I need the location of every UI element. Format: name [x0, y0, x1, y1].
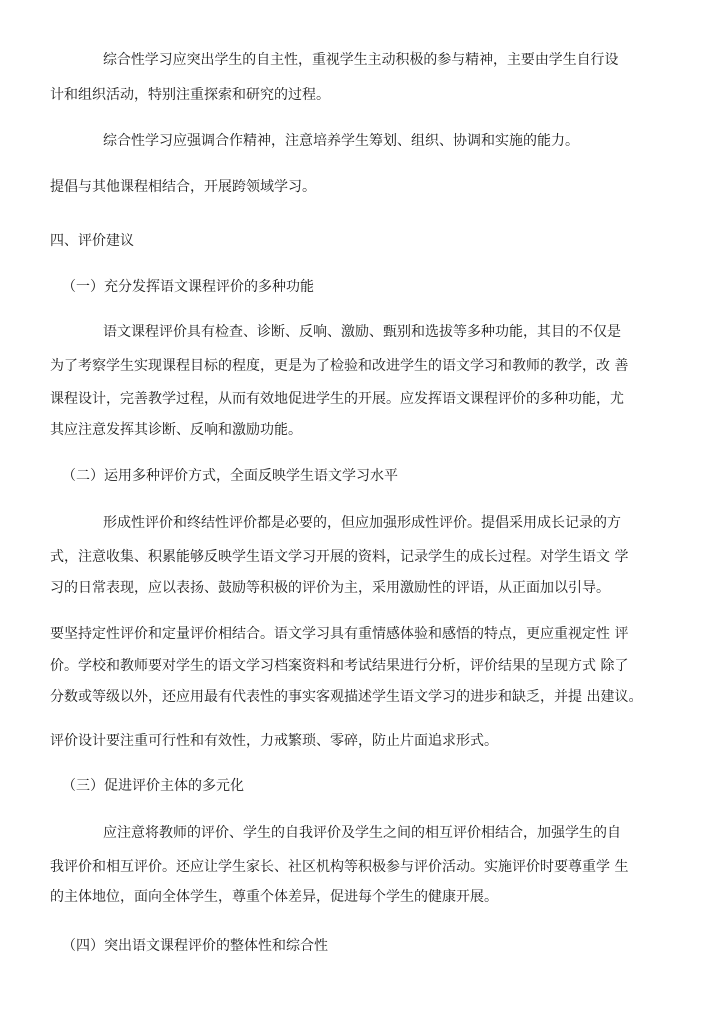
paragraph-line: 综合性学习应强调合作精神，注意培养学生筹划、组织、协调和实施的能力。: [103, 133, 579, 149]
paragraph-line: 我评价和相互评价。还应让学生家长、社区机构等积极参与评价活动。实施评价时要尊重学 生: [50, 859, 629, 875]
paragraph-line: 习的日常表现，应以表扬、鼓励等积极的评价为主，采用激励性的评语，从正面加以引导。: [50, 580, 610, 596]
paragraph-line: 的主体地位，面向全体学生，尊重个体差异，促进每个学生的健康开展。: [50, 889, 498, 905]
paragraph-line: 分数或等级以外，还应用最有代表性的事实客观描述学生语文学习的进步和缺乏，并提 出建议。: [50, 689, 643, 705]
paragraph-line: 课程设计，完善教学过程，从而有效地促进学生的开展。应发挥语文课程评价的多种功能，尤: [50, 391, 624, 407]
paragraph-line: 提倡与其他课程相结合，开展跨领域学习。: [50, 179, 316, 195]
paragraph-line: 应注意将教师的评价、学生的自我评价及学生之间的相互评价相结合，加强学生的自: [103, 825, 621, 841]
section-heading: 四、评价建议: [50, 233, 134, 249]
subsection-heading: （一）充分发挥语文课程评价的多种功能: [62, 279, 314, 295]
paragraph-line: 要坚持定性评价和定量评价相结合。语文学习具有重情感体验和感悟的特点，更应重视定性 评: [50, 626, 629, 642]
paragraph-line: 语文课程评价具有检查、诊断、反响、激励、甄别和选拔等多种功能，其目的不仅是: [103, 324, 621, 340]
paragraph-line: 价。学校和教师要对学生的语文学习档案资料和考试结果进行分析，评价结果的呈现方式 除了: [50, 658, 629, 674]
paragraph-line: 其应注意发挥其诊断、反响和激励功能。: [50, 422, 302, 438]
paragraph-line: 综合性学习应突出学生的自主性，重视学生主动积极的参与精神，主要由学生自行设: [103, 52, 619, 68]
subsection-heading: （三）促进评价主体的多元化: [62, 778, 244, 794]
subsection-heading: （四）突出语文课程评价的整体性和综合性: [62, 938, 328, 954]
paragraph-line: 形成性评价和终结性评价都是必要的，但应加强形成性评价。提倡采用成长记录的方: [103, 515, 621, 531]
subsection-heading: （二）运用多种评价方式，全面反映学生语文学习水平: [62, 468, 398, 484]
paragraph-line: 式，注意收集、积累能够反映学生语文学习开展的资料，记录学生的成长过程。对学生语文 学: [50, 549, 629, 565]
paragraph-line: 计和组织活动，特别注重探索和研究的过程。: [50, 87, 330, 103]
paragraph-line: 评价设计要注重可行性和有效性，力戒繁琐、零碎，防止片面追求形式。: [50, 733, 498, 749]
paragraph-line: 为了考察学生实现课程目标的程度，更是为了检验和改进学生的语文学习和教师的教学，改 善: [50, 358, 629, 374]
